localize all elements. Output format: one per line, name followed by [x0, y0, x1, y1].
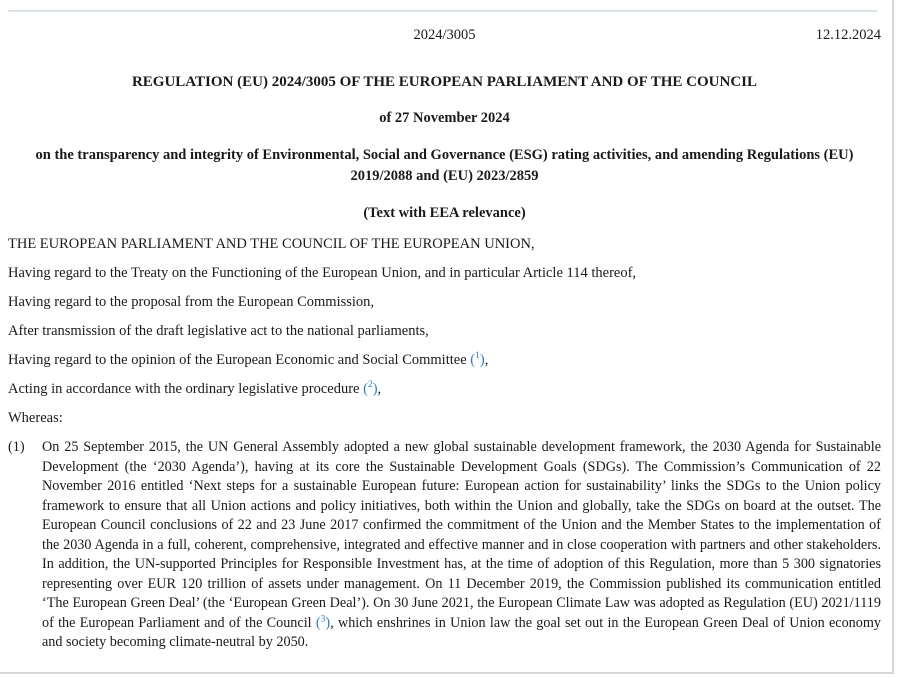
document-number: 2024/3005 — [413, 27, 476, 43]
footnote-open-paren: ( — [363, 381, 368, 397]
recital-1-text-after: , which enshrines in Union law the goal set out in the European Green Deal of Union economy and society becoming climate-neutral by 2050. — [42, 614, 881, 650]
document-content — [8, 0, 881, 653]
oj-header-row — [8, 25, 881, 45]
citation-proposal: Having regard to the proposal from the European Commission, — [8, 294, 375, 310]
footnote-ref-2-link[interactable] — [363, 381, 377, 397]
recital-1-number: (1) — [8, 439, 25, 455]
recital-1 — [8, 438, 881, 653]
preamble-opening: THE EUROPEAN PARLIAMENT AND THE COUNCIL OF THE EUROPEAN UNION, — [8, 236, 535, 252]
footnote-open-paren: ( — [315, 614, 321, 631]
footnote-close-paren: ) — [372, 381, 378, 397]
footnote-open-paren: ( — [470, 352, 476, 368]
citation-procedure-after: , — [377, 381, 382, 397]
frame-bottom-border — [0, 672, 894, 674]
footnote-number-2: 2 — [367, 380, 373, 391]
header-divider-rule — [8, 10, 877, 12]
whereas-heading: Whereas: — [8, 410, 63, 426]
publication-date: 12.12.2024 — [815, 27, 881, 43]
regulation-title: REGULATION (EU) 2024/3005 OF THE EUROPEAN PARLIAMENT AND OF THE COUNCIL — [131, 74, 758, 90]
citation-legislative-procedure — [8, 379, 881, 399]
citation-committee-text: Having regard to the opinion of the European Economic and Social Committee — [8, 352, 471, 368]
recital-1-text-before: On 25 September 2015, the UN General Assembly adopted a new global sustainable development framework, the 2030 Agenda for Sustainable Development (the ‘2030 Agenda’), having at its core the Sustainable Development Goals (SDGs). The Commission’s Communication of 22 November 2016 entitled ‘Next steps for a sustainable European future: European action for sustainability’ links the SDGs to the Union policy framework to ensure that all Union actions and policy initiatives, both within the Union and globally, take the SDGs on board at the outset. The European Council conclusions of 22 and 23 June 2017 confirmed the commitment of the Union and the Member States to the implementation of the 2030 Agenda in a full, coherent, comprehensive, integrated and effective manner and in close cooperation with partners and other stakeholders. In addition, the UN-supported Principles for Responsible Investment has, at the time of adoption of this Regulation, more than 5 300 signatories representing over EUR 120 trillion of assets under management. On 11 December 2019, the Commission published its communication entitled ‘The European Green Deal’ (the ‘European Green Deal’). On 30 June 2021, the European Climate Law was adopted as Regulation (EU) 2021/1119 of the European Parliament and of the Council — [42, 439, 881, 631]
eea-relevance-note: (Text with EEA relevance) — [363, 205, 526, 221]
citation-treaty: Having regard to the Treaty on the Functioning of the European Union, and in particular Article 114 thereof, — [8, 265, 637, 281]
footnote-ref-1-link[interactable] — [470, 352, 484, 368]
citation-committee-opinion — [8, 350, 881, 370]
recital-1-text — [42, 438, 881, 653]
footnote-number-3: 3 — [320, 613, 326, 624]
footnote-close-paren: ) — [325, 614, 331, 631]
footnote-close-paren: ) — [479, 352, 485, 368]
regulation-date-line: of 27 November 2024 — [379, 110, 510, 126]
citation-procedure-text: Acting in accordance with the ordinary legislative procedure — [8, 381, 364, 397]
footnote-ref-3-link[interactable] — [316, 615, 330, 631]
footnote-number-1: 1 — [475, 351, 480, 362]
frame-right-border — [892, 0, 894, 674]
citation-national-parliaments: After transmission of the draft legislative act to the national parliaments, — [8, 323, 429, 339]
citation-committee-after: , — [484, 352, 489, 368]
regulation-subject: on the transparency and integrity of Environmental, Social and Governance (ESG) rating activities, and amending Regulations (EU) 2019/2088 and (EU) 2023/2859 — [35, 147, 854, 184]
